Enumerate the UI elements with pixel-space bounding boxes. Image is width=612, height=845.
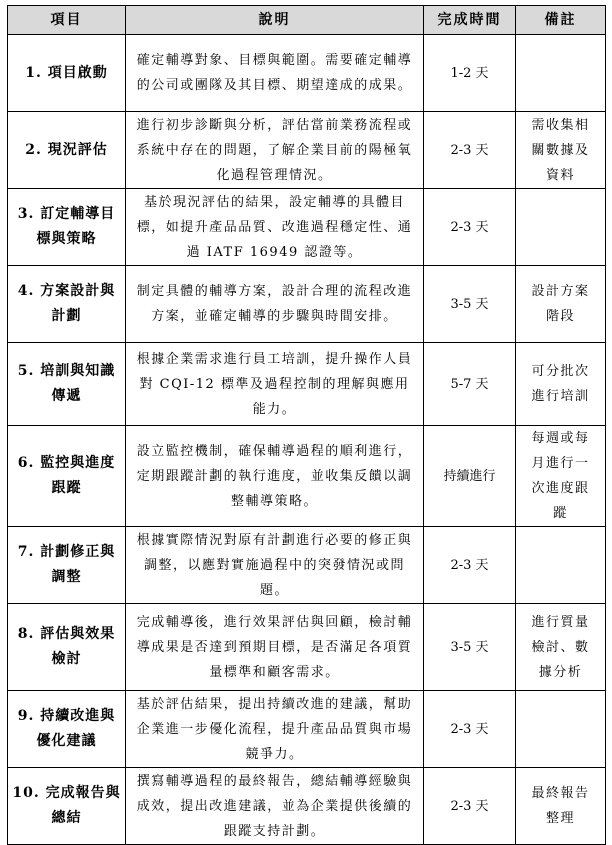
header-row <box>8 6 606 35</box>
header-item: 項目 <box>8 6 126 35</box>
row-description: 設立監控機制，確保輔導過程的順利進行，定期跟蹤計劃的執行進度，並收集反饋以調整輔導策略。 <box>126 426 424 527</box>
header-description: 說明 <box>126 6 424 35</box>
row-description: 根據實際情況對原有計劃進行必要的修正與調整，以應對實施過程中的突發情況或問題。 <box>126 527 424 604</box>
row-time: 3-5 天 <box>424 266 516 343</box>
row-note: 每週或每月進行一次進度跟蹤 <box>516 426 606 527</box>
row-note: 進行質量檢討、數據分析 <box>516 604 606 691</box>
table-row <box>8 35 606 112</box>
row-time: 持續進行 <box>424 426 516 527</box>
row-item: 6. 監控與進度跟蹤 <box>8 426 126 527</box>
row-item: 8. 評估與效果檢討 <box>8 604 126 691</box>
row-item: 4. 方案設計與計劃 <box>8 266 126 343</box>
row-time: 5-7 天 <box>424 343 516 426</box>
table-row <box>8 426 606 527</box>
row-note <box>516 35 606 112</box>
row-time: 2-3 天 <box>424 112 516 189</box>
row-description: 制定具體的輔導方案，設計合理的流程改進方案，並確定輔導的步驟與時間安排。 <box>126 266 424 343</box>
table-row <box>8 112 606 189</box>
row-note: 設計方案階段 <box>516 266 606 343</box>
header-time: 完成時間 <box>424 6 516 35</box>
row-description: 基於評估結果，提出持續改進的建議，幫助企業進一步優化流程，提升產品品質與市場競爭力。 <box>126 691 424 768</box>
row-note <box>516 527 606 604</box>
row-description: 撰寫輔導過程的最終報告，總結輔導經驗與成效，提出改進建議，並為企業提供後續的跟蹤支持計劃。 <box>126 768 424 845</box>
table-row <box>8 527 606 604</box>
row-item: 9. 持續改進與優化建議 <box>8 691 126 768</box>
row-note: 可分批次進行培訓 <box>516 343 606 426</box>
table-row <box>8 768 606 845</box>
header-note: 備註 <box>516 6 606 35</box>
row-time: 2-3 天 <box>424 527 516 604</box>
row-description: 基於現況評估的結果，設定輔導的具體目標，如提升產品品質、改進過程穩定性、通過 IATF 16949 認證等。 <box>126 189 424 266</box>
table-row <box>8 343 606 426</box>
row-note: 需收集相關數據及資料 <box>516 112 606 189</box>
row-item: 2. 現況評估 <box>8 112 126 189</box>
row-description: 進行初步診斷與分析，評估當前業務流程或系統中存在的問題，了解企業目前的陽極氧化過程管理情況。 <box>126 112 424 189</box>
row-time: 3-5 天 <box>424 604 516 691</box>
row-item: 10. 完成報告與總結 <box>8 768 126 845</box>
row-description: 確定輔導對象、目標與範圍。需要確定輔導的公司或團隊及其目標、期望達成的成果。 <box>126 35 424 112</box>
row-time: 2-3 天 <box>424 189 516 266</box>
table-row <box>8 691 606 768</box>
row-item: 7. 計劃修正與調整 <box>8 527 126 604</box>
table-row <box>8 189 606 266</box>
row-note <box>516 691 606 768</box>
row-note <box>516 189 606 266</box>
row-time: 1-2 天 <box>424 35 516 112</box>
plan-table <box>7 5 606 845</box>
row-time: 2-3 天 <box>424 691 516 768</box>
table-row <box>8 266 606 343</box>
row-note: 最終報告整理 <box>516 768 606 845</box>
row-time: 2-3 天 <box>424 768 516 845</box>
table-row <box>8 604 606 691</box>
row-description: 完成輔導後，進行效果評估與回顧，檢討輔導成果是否達到預期目標，是否滿足各項質量標準和顧客需求。 <box>126 604 424 691</box>
row-item: 3. 訂定輔導目標與策略 <box>8 189 126 266</box>
row-item: 5. 培訓與知識傳遞 <box>8 343 126 426</box>
row-item: 1. 項目啟動 <box>8 35 126 112</box>
row-description: 根據企業需求進行員工培訓，提升操作人員對 CQI-12 標準及過程控制的理解與應用能力。 <box>126 343 424 426</box>
